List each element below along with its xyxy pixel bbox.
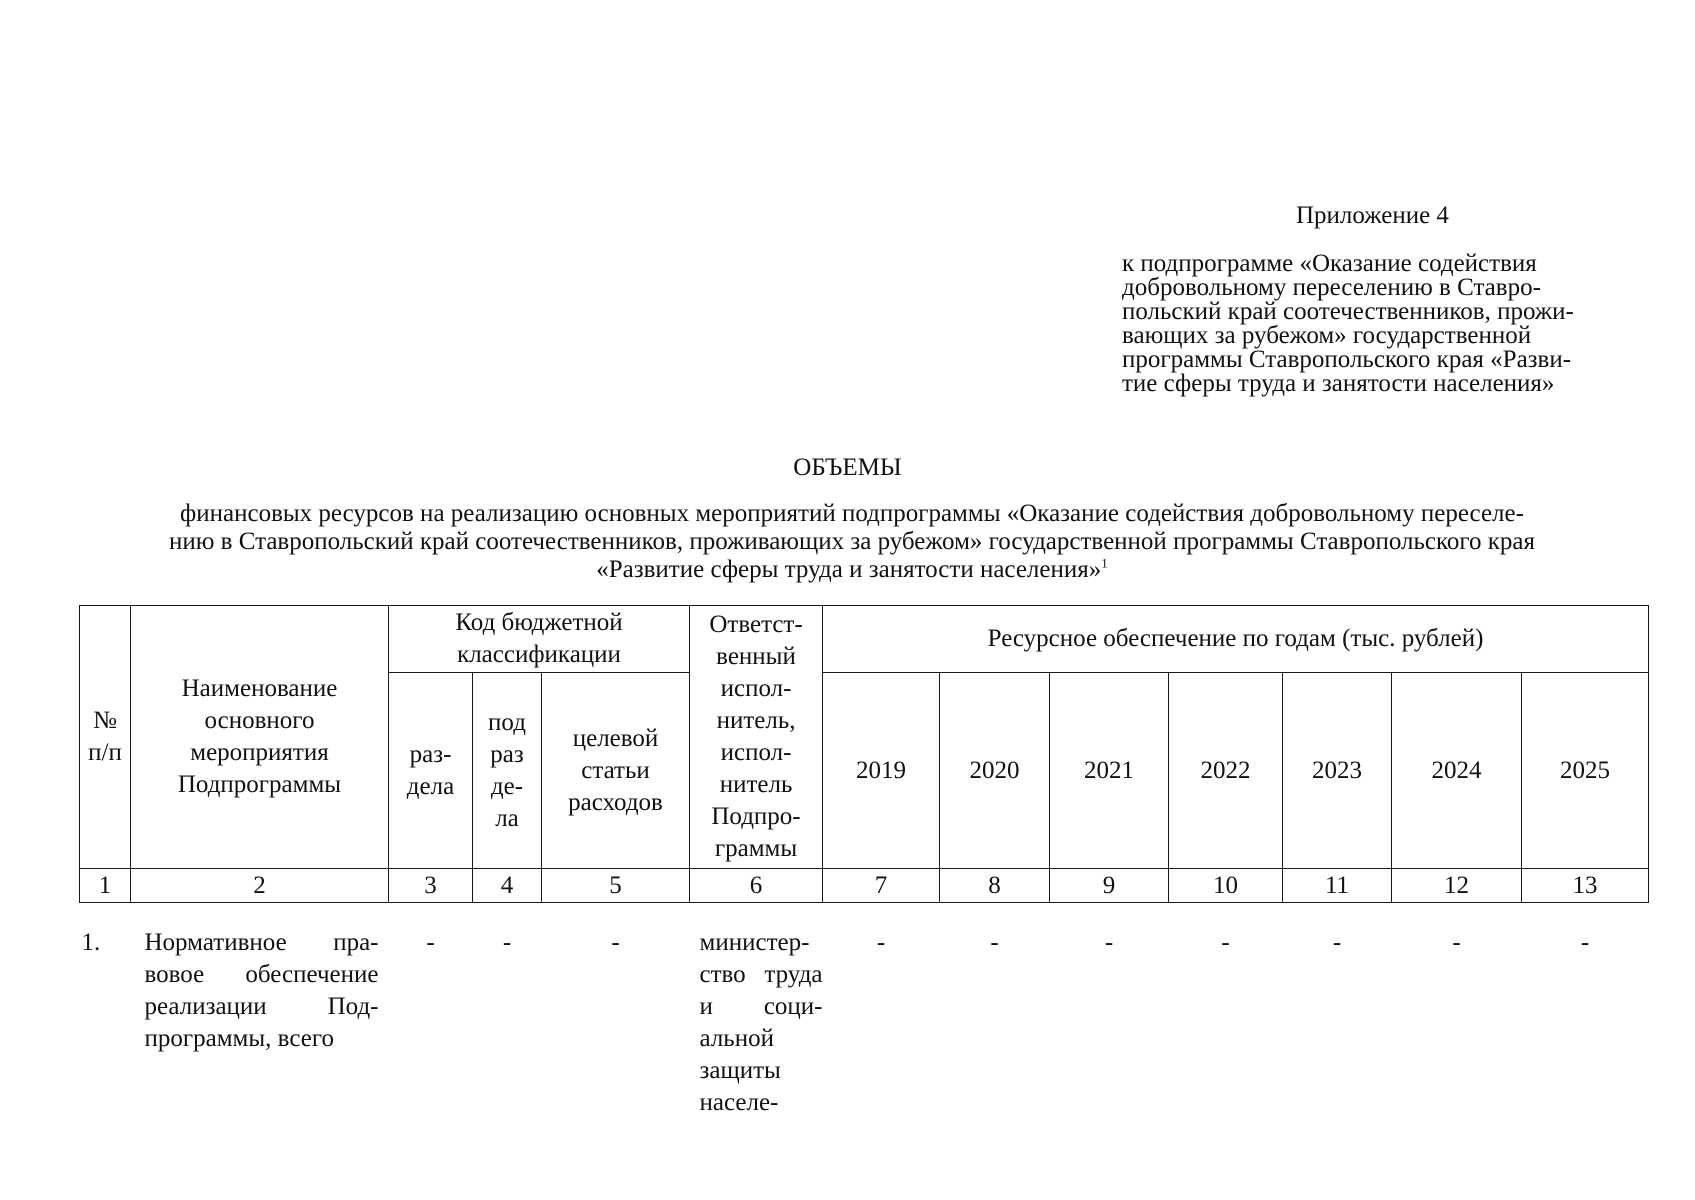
budget-table — [79, 605, 1649, 1119]
header-target-article — [542, 673, 690, 869]
row-year-value: - — [1580, 929, 1590, 956]
column-number: 9 — [1050, 869, 1169, 903]
document-title: ОБЪЕМЫ — [793, 454, 902, 481]
subtitle-line-last — [67, 556, 1637, 584]
header-line: расходов — [568, 788, 663, 816]
header-year-2019: 2019 — [823, 673, 940, 869]
header-year-2020: 2020 — [940, 673, 1050, 869]
row-executor-line: населе- — [699, 1089, 779, 1116]
header-resources: Ресурсное обеспечение по годам (тыс. рублей) — [823, 606, 1649, 673]
header-line: испол- — [720, 675, 792, 702]
column-number: 1 — [80, 869, 131, 903]
header-line: Подпро- — [711, 803, 801, 830]
appendix-line: к подпрограмме «Оказание содействия — [1122, 250, 1537, 277]
column-number: 11 — [1283, 869, 1392, 903]
column-number: 5 — [542, 869, 690, 903]
header-line: венный — [716, 643, 796, 670]
row-executor — [690, 903, 823, 1120]
column-number-row — [80, 869, 1649, 903]
row-subsection: - — [502, 929, 512, 956]
header-year-2023: 2023 — [1283, 673, 1392, 869]
row-target-article: - — [611, 929, 620, 956]
row-name-line: реализации Под- — [144, 993, 379, 1020]
header-line: Подпрограммы — [177, 771, 342, 798]
header-line: п/п — [88, 739, 122, 766]
row-executor-line: ство труда — [699, 961, 823, 988]
row-name — [131, 903, 389, 1120]
row-name-line: программы, всего — [144, 1025, 334, 1052]
row-year-value: - — [1221, 929, 1230, 956]
header-line: Код бюджетной — [455, 609, 623, 636]
header-line: целевой — [572, 724, 659, 752]
header-year-2025: 2025 — [1522, 673, 1649, 869]
header-name — [131, 606, 389, 869]
row-year-value: - — [1104, 929, 1114, 956]
row-executor-line: альной — [699, 1025, 774, 1052]
header-line: граммы — [714, 835, 798, 862]
header-section — [389, 673, 473, 869]
column-number: 7 — [823, 869, 940, 903]
column-number: 12 — [1392, 869, 1522, 903]
row-year-value: - — [876, 929, 886, 956]
header-number — [80, 606, 131, 869]
header-line: испол- — [720, 739, 792, 766]
header-year-2024: 2024 — [1392, 673, 1522, 869]
subtitle-line: финансовых ресурсов на реализацию основных мероприятий подпрограммы «Оказание содействия добровольному переселе- — [180, 500, 1524, 527]
appendix-line: программы Ставропольского края «Разви- — [1122, 346, 1572, 373]
column-number: 3 — [389, 869, 473, 903]
appendix-line: тие сферы труда и занятости населения» — [1122, 370, 1555, 397]
header-executor — [690, 606, 823, 869]
header-line: статьи — [581, 756, 650, 784]
header-line: де- — [490, 772, 524, 800]
header-line: мероприятия — [190, 739, 329, 766]
header-line: № — [93, 707, 117, 734]
appendix-line: добровольному переселению в Ставро- — [1122, 274, 1541, 301]
header-line: классификации — [457, 641, 621, 668]
header-line: под — [488, 708, 526, 736]
header-subsection — [473, 673, 542, 869]
header-line: Наименование — [181, 675, 338, 702]
footnote-mark: 1 — [1101, 555, 1108, 571]
row-executor-line: министер- — [699, 929, 810, 956]
header-budget-code — [389, 606, 690, 673]
column-number: 8 — [940, 869, 1050, 903]
row-executor-line: защиты — [699, 1057, 781, 1084]
header-line: нитель, — [716, 707, 796, 734]
document-subtitle — [67, 500, 1637, 584]
column-number: 2 — [131, 869, 389, 903]
row-year-value: - — [1452, 929, 1461, 956]
subtitle-line: «Развитие сферы труда и занятости населения» — [596, 556, 1102, 583]
header-year-2021: 2021 — [1050, 673, 1169, 869]
row-name-line: вовое обеспечение — [144, 961, 379, 988]
row-name-line: Нормативное пра- — [144, 929, 379, 956]
header-line: дела — [406, 772, 455, 800]
column-number: 13 — [1522, 869, 1649, 903]
appendix-title: Приложение 4 — [1296, 202, 1449, 229]
header-line: раз — [490, 740, 524, 768]
header-year-2022: 2022 — [1169, 673, 1283, 869]
row-year-value: - — [1332, 929, 1342, 956]
row-section: - — [426, 929, 435, 956]
appendix-text — [1122, 252, 1644, 396]
column-number: 4 — [473, 869, 542, 903]
header-line: раз- — [409, 740, 452, 768]
row-year-value: - — [990, 929, 999, 956]
header-line: Ответст- — [709, 611, 803, 638]
header-line: ла — [495, 804, 519, 832]
row-executor-line: и соци- — [699, 993, 823, 1020]
header-line: нитель — [719, 771, 793, 798]
table-row — [80, 903, 1649, 1120]
subtitle-line: нию в Ставропольский край соотечественников, проживающих за рубежом» государственной программы Ставропольского края — [169, 528, 1535, 555]
column-number: 6 — [690, 869, 823, 903]
row-number: 1. — [81, 929, 101, 956]
column-number: 10 — [1169, 869, 1283, 903]
appendix-line: вающих за рубежом» государственной — [1122, 322, 1532, 349]
appendix-line: польский край соотечественников, прожи- — [1122, 298, 1574, 325]
header-line: основного — [204, 707, 315, 734]
